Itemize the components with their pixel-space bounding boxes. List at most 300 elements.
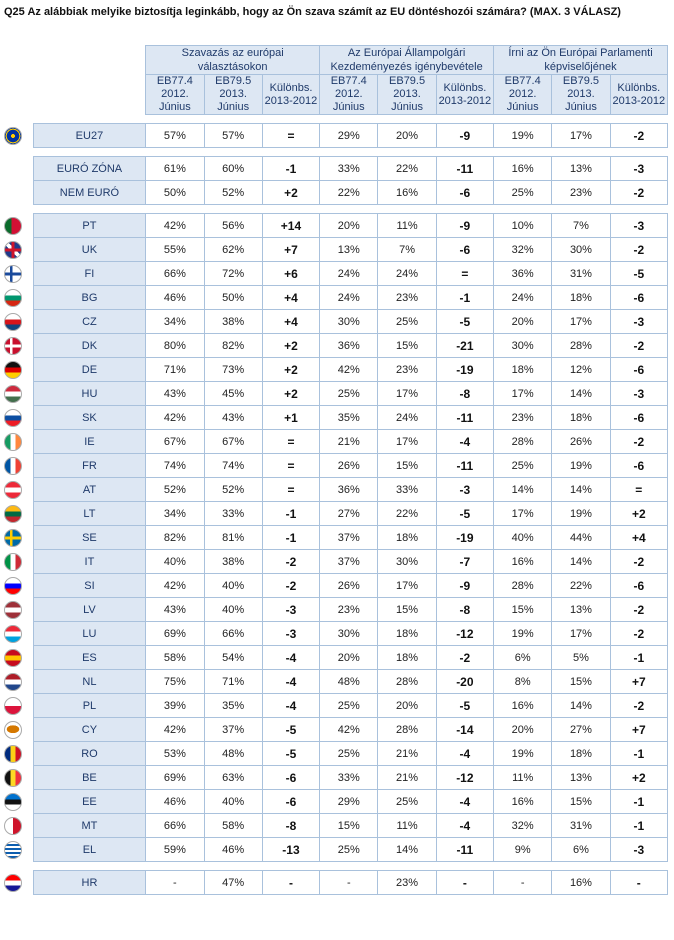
sub-header-row: [0, 75, 668, 115]
flag-cell: [0, 622, 26, 646]
diff-cell: -1: [610, 814, 667, 838]
value-cell: 30%: [378, 550, 436, 574]
value-cell: 13%: [552, 766, 610, 790]
row-label: LT: [33, 502, 146, 526]
diff-cell: +7: [610, 670, 667, 694]
value-cell: 7%: [552, 214, 610, 238]
value-cell: 57%: [204, 124, 262, 148]
diff-cell: -3: [610, 214, 667, 238]
value-cell: 82%: [146, 526, 204, 550]
group-header-write-mep: Írni az Ön Európai Parlamenti képviselőjének: [494, 46, 668, 75]
diff-cell: -2: [262, 574, 319, 598]
diff-cell: -1: [262, 157, 319, 181]
value-cell: 15%: [378, 598, 436, 622]
flag-cell: [0, 286, 26, 310]
eu-flag-icon: [4, 127, 22, 145]
value-cell: 53%: [146, 742, 204, 766]
value-cell: 20%: [378, 694, 436, 718]
value-cell: 69%: [146, 766, 204, 790]
flag-cell: [0, 766, 26, 790]
diff-cell: -3: [610, 382, 667, 406]
diff-cell: -8: [436, 598, 493, 622]
value-cell: 66%: [146, 262, 204, 286]
value-cell: 14%: [552, 550, 610, 574]
table-row: [0, 871, 668, 895]
diff-cell: +2: [262, 334, 319, 358]
group-header-citizens-initiative: Az Európai Állampolgári Kezdeményezés igénybevétele: [320, 46, 494, 75]
diff-cell: =: [610, 478, 667, 502]
group-header-voting: Szavazás az európai választásokon: [146, 46, 320, 75]
value-cell: 62%: [204, 238, 262, 262]
value-cell: 24%: [320, 262, 378, 286]
row-label: DK: [33, 334, 146, 358]
diff-cell: -9: [436, 214, 493, 238]
value-cell: 69%: [146, 622, 204, 646]
table-row: [0, 286, 668, 310]
germany-flag-icon: [4, 361, 22, 379]
diff-cell: -2: [610, 550, 667, 574]
diff-cell: -5: [436, 694, 493, 718]
value-cell: 28%: [378, 670, 436, 694]
row-label: NEM EURÓ: [33, 181, 146, 205]
spain-flag-icon: [4, 649, 22, 667]
value-cell: 34%: [146, 502, 204, 526]
value-cell: 20%: [378, 124, 436, 148]
diff-cell: -2: [610, 598, 667, 622]
diff-cell: -6: [610, 574, 667, 598]
value-cell: 66%: [146, 814, 204, 838]
value-cell: 33%: [320, 157, 378, 181]
table-row: [0, 670, 668, 694]
diff-cell: +2: [262, 358, 319, 382]
diff-cell: -6: [436, 238, 493, 262]
diff-cell: -1: [610, 646, 667, 670]
value-cell: 23%: [552, 181, 610, 205]
value-cell: 67%: [204, 430, 262, 454]
table-row: [0, 694, 668, 718]
diff-cell: -1: [262, 502, 319, 526]
value-cell: 23%: [378, 871, 436, 895]
flag-cell: [0, 550, 26, 574]
flag-cell: [0, 871, 26, 895]
value-cell: 67%: [146, 430, 204, 454]
value-cell: 72%: [204, 262, 262, 286]
diff-cell: -3: [262, 622, 319, 646]
austria-flag-icon: [4, 481, 22, 499]
luxembourg-flag-icon: [4, 625, 22, 643]
value-cell: 8%: [494, 670, 552, 694]
value-cell: 17%: [552, 124, 610, 148]
value-cell: 63%: [204, 766, 262, 790]
value-cell: 30%: [494, 334, 552, 358]
diff-cell: -9: [436, 124, 493, 148]
subhead-eb774: EB77.4 2012. Június: [494, 75, 552, 115]
flag-cell: [0, 694, 26, 718]
value-cell: 58%: [146, 646, 204, 670]
diff-cell: -3: [610, 838, 667, 862]
table-row: [0, 358, 668, 382]
value-cell: 19%: [494, 742, 552, 766]
value-cell: 60%: [204, 157, 262, 181]
diff-cell: -4: [262, 670, 319, 694]
value-cell: 21%: [378, 742, 436, 766]
ireland-flag-icon: [4, 433, 22, 451]
row-label: FR: [33, 454, 146, 478]
diff-cell: -6: [436, 181, 493, 205]
table-row: [0, 766, 668, 790]
value-cell: 28%: [494, 574, 552, 598]
value-cell: 13%: [552, 157, 610, 181]
value-cell: 14%: [494, 478, 552, 502]
row-label: UK: [33, 238, 146, 262]
value-cell: 27%: [320, 502, 378, 526]
diff-cell: -4: [436, 790, 493, 814]
diff-cell: -4: [436, 814, 493, 838]
table-row: [0, 526, 668, 550]
value-cell: 24%: [494, 286, 552, 310]
row-label: ES: [33, 646, 146, 670]
table-row: [0, 406, 668, 430]
table-row: [0, 214, 668, 238]
value-cell: 42%: [146, 718, 204, 742]
value-cell: 28%: [494, 430, 552, 454]
cyprus-flag-icon: [4, 721, 22, 739]
diff-cell: -5: [436, 310, 493, 334]
value-cell: 28%: [378, 718, 436, 742]
value-cell: 16%: [494, 157, 552, 181]
value-cell: -: [320, 871, 378, 895]
flag-cell: [0, 742, 26, 766]
diff-cell: -2: [610, 334, 667, 358]
value-cell: 11%: [378, 814, 436, 838]
table-row: [0, 454, 668, 478]
diff-cell: -14: [436, 718, 493, 742]
value-cell: 18%: [378, 622, 436, 646]
value-cell: 12%: [552, 358, 610, 382]
diff-cell: =: [436, 262, 493, 286]
value-cell: 48%: [204, 742, 262, 766]
value-cell: 18%: [552, 742, 610, 766]
table-row: [0, 646, 668, 670]
diff-cell: -13: [262, 838, 319, 862]
diff-cell: +1: [262, 406, 319, 430]
flag-cell: [0, 124, 26, 148]
row-label: HR: [33, 871, 146, 895]
value-cell: 35%: [204, 694, 262, 718]
value-cell: 18%: [552, 406, 610, 430]
value-cell: 16%: [494, 694, 552, 718]
table-row: [0, 478, 668, 502]
table-row: [0, 238, 668, 262]
diff-cell: +7: [262, 238, 319, 262]
value-cell: 26%: [320, 454, 378, 478]
value-cell: 36%: [320, 478, 378, 502]
value-cell: 45%: [204, 382, 262, 406]
value-cell: 10%: [494, 214, 552, 238]
value-cell: 22%: [378, 502, 436, 526]
table-row: [0, 622, 668, 646]
value-cell: 25%: [320, 382, 378, 406]
diff-cell: -6: [610, 454, 667, 478]
value-cell: 17%: [552, 622, 610, 646]
value-cell: 37%: [320, 550, 378, 574]
diff-cell: -1: [262, 526, 319, 550]
flag-cell: [0, 814, 26, 838]
value-cell: 40%: [204, 598, 262, 622]
value-cell: 19%: [494, 622, 552, 646]
value-cell: 58%: [204, 814, 262, 838]
value-cell: 22%: [552, 574, 610, 598]
value-cell: 27%: [552, 718, 610, 742]
value-cell: 46%: [146, 790, 204, 814]
table-row: [0, 181, 668, 205]
diff-cell: -11: [436, 406, 493, 430]
value-cell: 15%: [378, 454, 436, 478]
value-cell: 18%: [378, 526, 436, 550]
value-cell: 52%: [146, 478, 204, 502]
portugal-flag-icon: [4, 217, 22, 235]
flag-cell: [0, 406, 26, 430]
flag-cell: [0, 157, 26, 181]
subhead-eb795: EB79.5 2013. Június: [552, 75, 610, 115]
value-cell: 66%: [204, 622, 262, 646]
value-cell: 24%: [378, 406, 436, 430]
value-cell: 26%: [320, 574, 378, 598]
diff-cell: +2: [610, 502, 667, 526]
diff-cell: -2: [610, 124, 667, 148]
value-cell: 17%: [378, 382, 436, 406]
diff-cell: -5: [610, 262, 667, 286]
diff-cell: -2: [262, 550, 319, 574]
value-cell: 55%: [146, 238, 204, 262]
diff-cell: -6: [262, 766, 319, 790]
value-cell: 20%: [494, 718, 552, 742]
diff-cell: -20: [436, 670, 493, 694]
diff-cell: +4: [610, 526, 667, 550]
sweden-flag-icon: [4, 529, 22, 547]
table-row: [0, 742, 668, 766]
diff-cell: -2: [436, 646, 493, 670]
value-cell: 43%: [146, 382, 204, 406]
diff-cell: -8: [262, 814, 319, 838]
value-cell: 33%: [320, 766, 378, 790]
subhead-eb795: EB79.5 2013. Június: [204, 75, 262, 115]
lithuania-flag-icon: [4, 505, 22, 523]
poland-flag-icon: [4, 697, 22, 715]
row-label: DE: [33, 358, 146, 382]
flag-cell: [0, 214, 26, 238]
row-label: EE: [33, 790, 146, 814]
value-cell: 29%: [320, 790, 378, 814]
subhead-eb795: EB79.5 2013. Június: [378, 75, 436, 115]
value-cell: -: [494, 871, 552, 895]
value-cell: 11%: [494, 766, 552, 790]
row-label: RO: [33, 742, 146, 766]
row-label: PL: [33, 694, 146, 718]
value-cell: 50%: [204, 286, 262, 310]
section-gap: [0, 205, 668, 214]
value-cell: 32%: [494, 814, 552, 838]
value-cell: 16%: [552, 871, 610, 895]
value-cell: 42%: [146, 406, 204, 430]
belgium-flag-icon: [4, 769, 22, 787]
diff-cell: -11: [436, 454, 493, 478]
row-label: SE: [33, 526, 146, 550]
diff-cell: =: [262, 478, 319, 502]
flag-cell: [0, 358, 26, 382]
value-cell: 30%: [552, 238, 610, 262]
diff-cell: -4: [262, 694, 319, 718]
value-cell: 20%: [494, 310, 552, 334]
diff-cell: +2: [262, 181, 319, 205]
croatia-flag-icon: [4, 874, 22, 892]
flag-cell: [0, 718, 26, 742]
value-cell: 20%: [320, 646, 378, 670]
value-cell: 13%: [552, 598, 610, 622]
section-gap: [0, 148, 668, 157]
value-cell: 6%: [552, 838, 610, 862]
value-cell: 50%: [146, 181, 204, 205]
subhead-diff: Különbs. 2013-2012: [436, 75, 493, 115]
diff-cell: -8: [436, 382, 493, 406]
table-row: [0, 574, 668, 598]
value-cell: 25%: [378, 790, 436, 814]
value-cell: 17%: [494, 382, 552, 406]
value-cell: 14%: [552, 694, 610, 718]
value-cell: -: [146, 871, 204, 895]
value-cell: 46%: [204, 838, 262, 862]
value-cell: 46%: [146, 286, 204, 310]
value-cell: 17%: [378, 430, 436, 454]
value-cell: 24%: [378, 262, 436, 286]
diff-cell: -3: [610, 157, 667, 181]
value-cell: 6%: [494, 646, 552, 670]
value-cell: 25%: [320, 742, 378, 766]
table-row: [0, 430, 668, 454]
value-cell: 16%: [494, 550, 552, 574]
table-row: [0, 814, 668, 838]
romania-flag-icon: [4, 745, 22, 763]
value-cell: 39%: [146, 694, 204, 718]
value-cell: 18%: [494, 358, 552, 382]
value-cell: 7%: [378, 238, 436, 262]
value-cell: 40%: [494, 526, 552, 550]
flag-cell: [0, 454, 26, 478]
value-cell: 40%: [204, 790, 262, 814]
value-cell: 38%: [204, 550, 262, 574]
value-cell: 42%: [146, 574, 204, 598]
value-cell: 23%: [494, 406, 552, 430]
value-cell: 13%: [320, 238, 378, 262]
row-label: BG: [33, 286, 146, 310]
value-cell: 35%: [320, 406, 378, 430]
malta-flag-icon: [4, 817, 22, 835]
value-cell: 80%: [146, 334, 204, 358]
diff-cell: -11: [436, 838, 493, 862]
flag-cell: [0, 478, 26, 502]
value-cell: 24%: [320, 286, 378, 310]
table-row: [0, 334, 668, 358]
value-cell: 48%: [320, 670, 378, 694]
value-cell: 22%: [320, 181, 378, 205]
value-cell: 56%: [204, 214, 262, 238]
value-cell: 25%: [378, 310, 436, 334]
value-cell: 40%: [204, 574, 262, 598]
row-label: CY: [33, 718, 146, 742]
value-cell: 23%: [378, 358, 436, 382]
diff-cell: -2: [610, 622, 667, 646]
value-cell: 19%: [552, 454, 610, 478]
denmark-flag-icon: [4, 337, 22, 355]
diff-cell: -2: [610, 430, 667, 454]
diff-cell: -1: [436, 286, 493, 310]
question-title: Q25 Az alábbiak melyike biztosítja leginkább, hogy az Ön szava számít az EU döntéshozói számára? (MAX. 3 VÁLASZ): [4, 6, 621, 18]
row-label: LV: [33, 598, 146, 622]
subhead-diff: Különbs. 2013-2012: [610, 75, 667, 115]
value-cell: 42%: [146, 214, 204, 238]
diff-cell: -3: [610, 310, 667, 334]
latvia-flag-icon: [4, 601, 22, 619]
diff-cell: -4: [262, 646, 319, 670]
value-cell: 25%: [494, 181, 552, 205]
value-cell: 52%: [204, 181, 262, 205]
value-cell: 23%: [378, 286, 436, 310]
value-cell: 57%: [146, 124, 204, 148]
value-cell: 15%: [494, 598, 552, 622]
value-cell: 14%: [552, 382, 610, 406]
value-cell: 42%: [320, 358, 378, 382]
row-label: SK: [33, 406, 146, 430]
diff-cell: -: [262, 871, 319, 895]
diff-cell: -19: [436, 358, 493, 382]
value-cell: 71%: [204, 670, 262, 694]
diff-cell: +14: [262, 214, 319, 238]
value-cell: 25%: [320, 838, 378, 862]
value-cell: 25%: [320, 694, 378, 718]
value-cell: 61%: [146, 157, 204, 181]
row-label: FI: [33, 262, 146, 286]
row-label: EL: [33, 838, 146, 862]
value-cell: 20%: [320, 214, 378, 238]
value-cell: 11%: [378, 214, 436, 238]
row-label: HU: [33, 382, 146, 406]
flag-cell: [0, 310, 26, 334]
flag-cell: [0, 526, 26, 550]
czech-flag-icon: [4, 313, 22, 331]
diff-cell: -1: [610, 790, 667, 814]
diff-cell: -4: [436, 742, 493, 766]
diff-cell: -2: [610, 238, 667, 262]
diff-cell: -: [610, 871, 667, 895]
table-row: [0, 382, 668, 406]
table-row: [0, 598, 668, 622]
hungary-flag-icon: [4, 385, 22, 403]
value-cell: 40%: [146, 550, 204, 574]
value-cell: 17%: [552, 310, 610, 334]
value-cell: 17%: [378, 574, 436, 598]
value-cell: 15%: [552, 670, 610, 694]
italy-flag-icon: [4, 553, 22, 571]
diff-cell: -6: [610, 286, 667, 310]
value-cell: 14%: [378, 838, 436, 862]
value-cell: 18%: [378, 646, 436, 670]
flag-cell: [0, 502, 26, 526]
value-cell: 15%: [320, 814, 378, 838]
value-cell: 36%: [494, 262, 552, 286]
value-cell: 23%: [320, 598, 378, 622]
row-label: AT: [33, 478, 146, 502]
value-cell: 16%: [494, 790, 552, 814]
